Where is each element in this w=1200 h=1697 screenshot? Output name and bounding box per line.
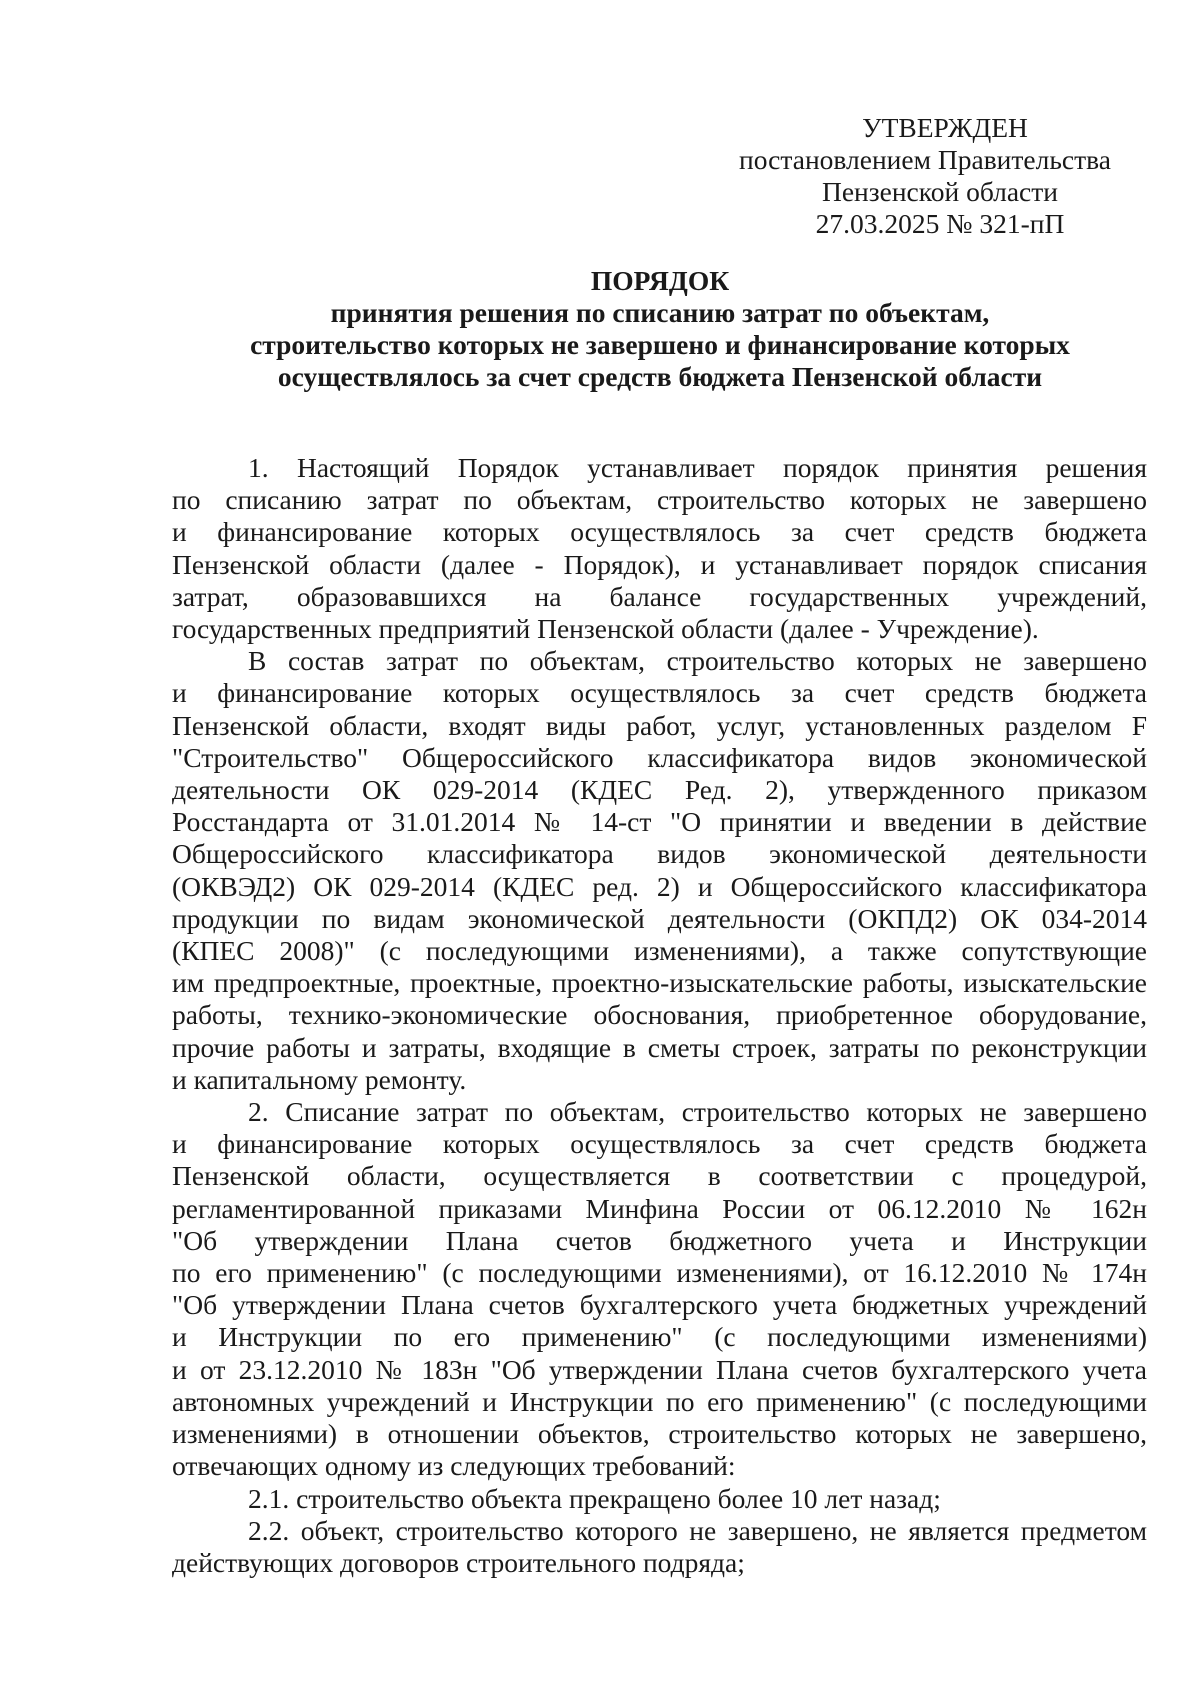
approval-line: Пензенской области [821, 176, 1058, 207]
paragraph-line: "Об утверждении Плана счетов бухгалтерского учета бюджетных учреждений [172, 1289, 1147, 1321]
title-subtitle-line: осуществлялось за счет средств бюджета Пензенской области [277, 361, 1043, 392]
paragraph-line: отвечающих одному из следующих требований: [172, 1450, 736, 1482]
paragraph-line: прочие работы и затраты, входящие в сметы строек, затраты по реконструкции [172, 1031, 1147, 1063]
paragraph-line: и капитальному ремонту. [172, 1063, 467, 1095]
approval-line: постановлением Правительства [739, 144, 1111, 175]
paragraph [172, 1096, 1147, 1482]
paragraph-line: 2.1. строительство объекта прекращено более 10 лет назад; [248, 1482, 941, 1514]
paragraph-line: по его применению" (с последующими изменениями), от 16.12.2010 № 174н [172, 1257, 1147, 1289]
approval-stamp [739, 112, 1120, 240]
paragraph-line: Росстандарта от 31.01.2014 № 14-ст "О принятии и введении в действие [172, 806, 1147, 838]
paragraph-line: и от 23.12.2010 № 183н "Об утверждении Плана счетов бухгалтерского учета [172, 1353, 1147, 1385]
paragraph-line: регламентированной приказами Минфина России от 06.12.2010 № 162н [172, 1192, 1147, 1224]
paragraph-line: работы, технико-экономические обоснования, приобретенное оборудование, [172, 999, 1147, 1031]
paragraph-line: действующих договоров строительного подряда; [172, 1546, 745, 1578]
paragraph-line: и финансирование которых осуществлялось за счет средств бюджета [172, 1128, 1147, 1160]
paragraph-line: Пензенской области (далее - Порядок), и устанавливает порядок списания [172, 548, 1147, 580]
paragraph-line: (КПЕС 2008)" (с последующими изменениями), а также сопутствующие [172, 935, 1147, 967]
document-body [172, 452, 1147, 1579]
paragraph [172, 1483, 1147, 1515]
paragraph-line: (ОКВЭД2) ОК 029-2014 (КДЕС ред. 2) и Общероссийского классификатора [172, 870, 1147, 902]
paragraph-line: по списанию затрат по объектам, строительство которых не завершено [172, 484, 1147, 516]
paragraph-line: 1. Настоящий Порядок устанавливает порядок принятия решения [248, 452, 1147, 483]
paragraph-line: 2. Списание затрат по объектам, строительство которых не завершено [248, 1096, 1147, 1128]
paragraph-line: Пензенской области, входят виды работ, услуг, установленных разделом F [172, 709, 1147, 741]
paragraph [172, 1515, 1147, 1579]
document-title [170, 265, 1150, 393]
paragraph-line: им предпроектные, проектные, проектно-изыскательские работы, изыскательские [172, 967, 1147, 999]
approval-line: УТВЕРЖДЕН [862, 112, 1028, 143]
paragraph-line: продукции по видам экономической деятельности (ОКПД2) ОК 034-2014 [172, 902, 1147, 934]
paragraph [172, 645, 1147, 1096]
paragraph-line: "Строительство" Общероссийского классификатора видов экономической [172, 741, 1147, 773]
paragraph-line: и Инструкции по его применению" (с последующими изменениями) [172, 1321, 1147, 1353]
paragraph [172, 452, 1147, 645]
title-subtitle-line: строительство которых не завершено и финансирование которых [250, 329, 1070, 360]
paragraph-line: Пензенской области, осуществляется в соответствии с процедурой, [172, 1160, 1147, 1192]
paragraph-line: государственных предприятий Пензенской области (далее - Учреждение). [172, 613, 1039, 645]
paragraph-line: В состав затрат по объектам, строительство которых не завершено [248, 645, 1147, 677]
paragraph-line: и финансирование которых осуществлялось за счет средств бюджета [172, 677, 1147, 709]
paragraph-line: и финансирование которых осуществлялось за счет средств бюджета [172, 516, 1147, 548]
paragraph-line: "Об утверждении Плана счетов бюджетного учета и Инструкции [172, 1224, 1147, 1256]
paragraph-line: изменениями) в отношении объектов, строительство которых не завершено, [172, 1418, 1147, 1450]
paragraph-line: Общероссийского классификатора видов экономической деятельности [172, 838, 1147, 870]
title-subtitle-line: принятия решения по списанию затрат по объектам, [330, 297, 990, 328]
title-heading: ПОРЯДОК [590, 265, 730, 296]
paragraph-line: автономных учреждений и Инструкции по его применению" (с последующими [172, 1385, 1147, 1417]
paragraph-line: 2.2. объект, строительство которого не завершено, не является предметом [248, 1514, 1147, 1546]
paragraph-line: деятельности ОК 029-2014 (КДЕС Ред. 2), утвержденного приказом [172, 774, 1147, 806]
approval-line: 27.03.2025 № 321-пП [815, 208, 1065, 239]
paragraph-line: затрат, образовавшихся на балансе государственных учреждений, [172, 580, 1147, 612]
